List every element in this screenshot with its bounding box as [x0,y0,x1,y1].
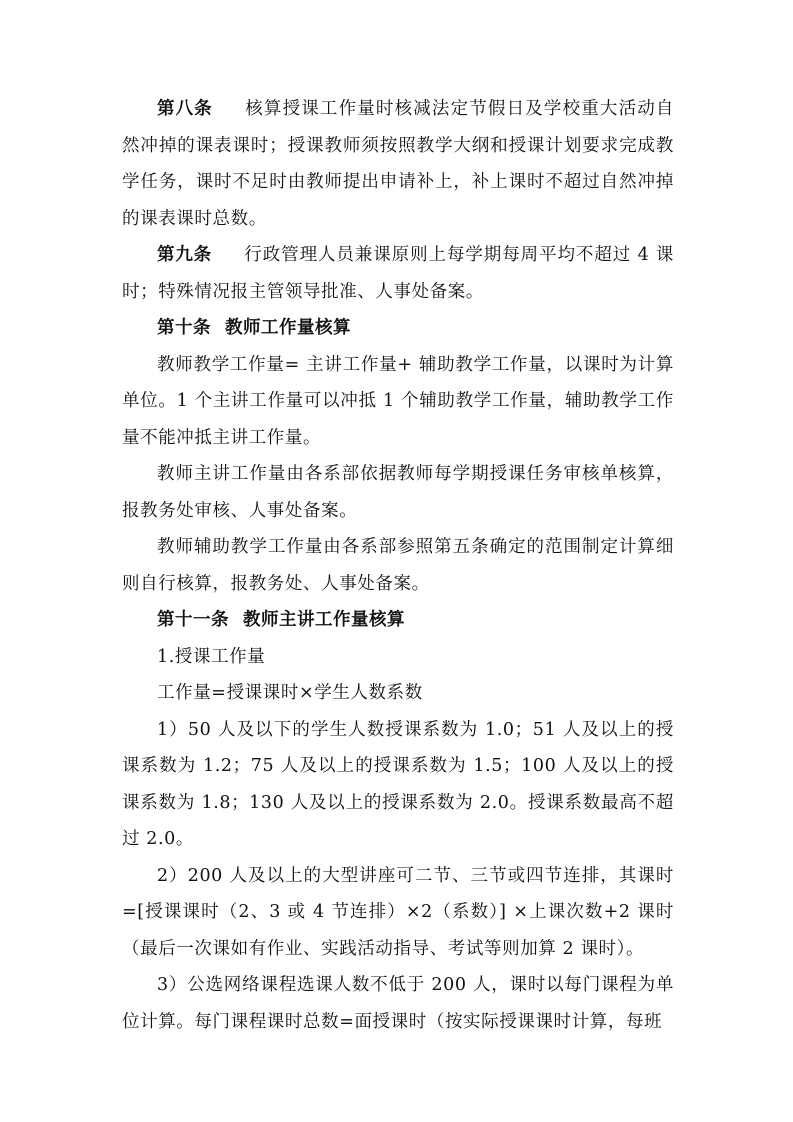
article-10-paragraph-1: 教师教学工作量= 主讲工作量+ 辅助教学工作量，以课时为计算单位。1 个主讲工作量可以冲抵 1 个辅助教学工作量，辅助教学工作量不能冲抵主讲工作量。 [122,354,674,448]
article-8-text: 核算授课工作量时核减法定节假日及学校重大活动自然冲掉的课表课时；授课教师须按照教学大纲和授课计划要求完成教学任务，课时不足时由教师提出申请补上，补上课时不超过自然冲掉的课表课时总数。 [122,99,674,229]
document-body [122,91,674,1040]
article-11-item-2: 2）200 人及以上的大型讲座可二节、三节或四节连排，其课时=[授课课时（2、3 或 4 节连排）×2（系数）] ×上课次数+2 课时（最后一次课如有作业、实践活动指导、考试等则加算 2 课时）。 [122,865,674,959]
workload-formula: 工作量=授课课时×学生人数系数 [157,683,423,703]
article-11-label: 第十一条 [157,610,229,630]
article-8-label: 第八条 [157,99,213,119]
article-8-paragraph [122,91,674,237]
article-10-paragraph-3: 教师辅助教学工作量由各系部参照第五条确定的范围制定计算细则自行核算，报教务处、人事处备案。 [122,537,674,594]
article-10-title: 教师工作量核算 [225,318,351,338]
article-9-label: 第九条 [157,245,212,265]
article-10-paragraph-2: 教师主讲工作量由各系部依据教师每学期授课任务审核单核算，报教务处审核、人事处备案。 [122,464,674,521]
article-11-item-1: 1）50 人及以下的学生人数授课系数为 1.0；51 人及以上的授课系数为 1.2；75 人及以上的授课系数为 1.5；100 人及以上的授课系数为 1.8；130 人及以上的授课系数为 2.0。授课系数最高不超过 2.0。 [122,719,674,849]
article-10-label: 第十条 [157,318,211,338]
article-9-paragraph [122,237,674,310]
article-10-heading [122,310,674,347]
article-11-heading [122,602,674,639]
article-9-text: 行政管理人员兼课原则上每学期每周平均不超过 4 课时；特殊情况报主管领导批准、人事处备案。 [122,245,675,302]
article-11-title: 教师主讲工作量核算 [243,610,405,630]
article-11-item-3: 3）公选网络课程选课人数不低于 200 人，课时以每门课程为单位计算。每门课程课时总数=面授课时（按实际授课课时计算，每班 [122,975,674,1032]
article-11-subheading-1: 1.授课工作量 [157,646,266,667]
